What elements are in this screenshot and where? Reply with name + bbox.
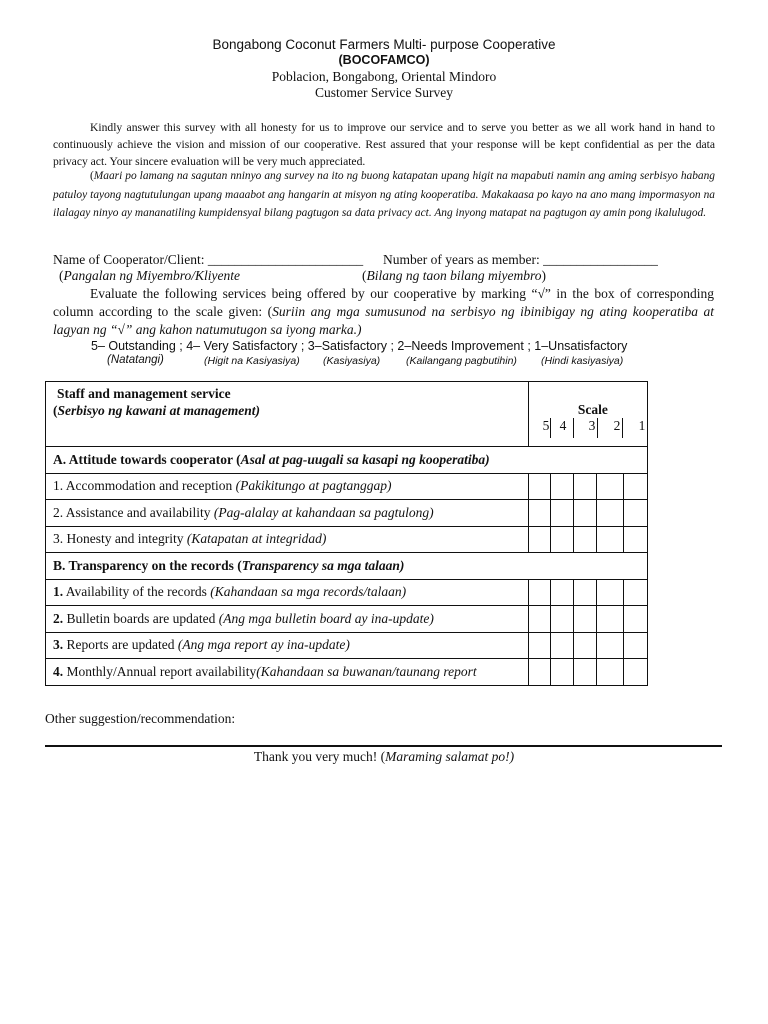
name-field-fil: (Pangalan ng Miyembro/Kliyente: [59, 268, 240, 283]
scale-value-3: 3: [588, 418, 596, 433]
rating-box-4[interactable]: [550, 606, 574, 633]
row-label: 1. Accommodation and reception (Pakikitungo at pagtanggap): [46, 473, 529, 500]
rating-box-3[interactable]: [574, 579, 597, 606]
scale-value-5: 5: [542, 418, 550, 433]
row-label: 2. Assistance and availability (Pag-alalay at kahandaan sa pagtulong): [46, 500, 529, 527]
rating-box-2[interactable]: [597, 579, 624, 606]
rating-box-5[interactable]: [528, 579, 550, 606]
rating-box-5[interactable]: [528, 659, 550, 686]
scale-legend-1: (Hindi kasiyasiya): [541, 355, 624, 367]
scale-value-1: 1: [638, 418, 646, 433]
rating-box-2[interactable]: [597, 473, 624, 500]
intro-english: Kindly answer this survey with all honesty for us to improve our service and to serve you better as we all work hand in hand to continuously achieve the vision and mission of our cooperative. Rest assured that your response will be kept confidential as per the data privacy act. Your sincere evaluation will be very much appreciated.: [53, 121, 715, 168]
row-label: 3. Reports are updated (Ang mga report ay ina-update): [46, 632, 529, 659]
row-label: 3. Honesty and integrity (Katapatan at integridad): [46, 526, 529, 553]
rating-box-4[interactable]: [550, 500, 574, 527]
section-a-title: A. Attitude towards cooperator (Asal at pag-uugali sa kasapi ng kooperatiba): [46, 447, 648, 474]
scale-legend-3: (Kasiyasiya): [323, 355, 381, 367]
section-a-row: [46, 447, 648, 474]
rating-box-2[interactable]: [597, 659, 624, 686]
rating-box-2[interactable]: [597, 606, 624, 633]
rating-box-3[interactable]: [574, 632, 597, 659]
scale-legend-4: (Higit na Kasiyasiya): [204, 355, 300, 367]
thanks-note: Thank you very much! (Maraming salamat po!): [253, 749, 515, 764]
rating-box-4[interactable]: [550, 473, 574, 500]
scale-header: Scale 5 4 3 2 1: [528, 382, 647, 447]
rating-box-4[interactable]: [550, 579, 574, 606]
rating-box-1[interactable]: [624, 500, 648, 527]
intro-filipino: (Maari po lamang na sagutan nninyo ang survey na ito ng buong katapatan upang higit na mapabuti namin ang aming serbisyo habang patuloy tayong nagtutulungan upang maaabot ang hangarin at misyon ng ating kooperatiba. Makakaasa po kayo na ano mang impormasyon na ilalagay ninyo ay mananatiling kumpidensyal bilang pagtugon sa data privacy act. Ang inyong matapat na pagtugon ay amin pong ikalulugod.: [53, 170, 715, 219]
org-address: Poblacion, Bongabong, Oriental Mindoro: [271, 69, 497, 84]
table-row: [46, 473, 648, 500]
years-field[interactable]: Number of years as member: _________________: [383, 252, 658, 267]
rating-box-2[interactable]: [597, 632, 624, 659]
rating-box-5[interactable]: [528, 500, 550, 527]
rating-box-4[interactable]: [550, 659, 574, 686]
rating-box-3[interactable]: [574, 606, 597, 633]
org-name: Bongabong Coconut Farmers Multi- purpose Cooperative: [212, 37, 556, 52]
rating-box-1[interactable]: [624, 606, 648, 633]
row-label: 4. Monthly/Annual report availability(Kahandaan sa buwanan/taunang report: [46, 659, 529, 686]
table-row: [46, 606, 648, 633]
form-title: Customer Service Survey: [315, 85, 453, 100]
table-header-title: Staff and management service (Serbisyo ng kawani at management): [46, 382, 529, 447]
rating-box-1[interactable]: [624, 579, 648, 606]
scale-legend: 5– Outstanding ; 4– Very Satisfactory ; 3–Satisfactory ; 2–Needs Improvement ; 1–Unsatisfactory: [91, 339, 628, 353]
rating-box-5[interactable]: [528, 473, 550, 500]
rating-box-1[interactable]: [624, 632, 648, 659]
years-field-fil: (Bilang ng taon bilang miyembro): [362, 268, 546, 283]
rating-box-2[interactable]: [597, 526, 624, 553]
suggestion-line[interactable]: [45, 745, 722, 747]
scale-value-2: 2: [613, 418, 621, 433]
row-label: 1. Availability of the records (Kahandaan sa mga records/talaan): [46, 579, 529, 606]
rating-box-2[interactable]: [597, 500, 624, 527]
table-row: [46, 500, 648, 527]
rating-box-5[interactable]: [528, 632, 550, 659]
section-b-row: [46, 553, 648, 580]
rating-box-3[interactable]: [574, 500, 597, 527]
row-label: 2. Bulletin boards are updated (Ang mga bulletin board ay ina-update): [46, 606, 529, 633]
table-row: [46, 632, 648, 659]
rating-box-3[interactable]: [574, 659, 597, 686]
rating-box-3[interactable]: [574, 526, 597, 553]
scale-legend-2: (Kailangang pagbutihin): [406, 355, 517, 367]
suggestion-label: Other suggestion/recommendation:: [45, 711, 236, 726]
survey-table: [45, 381, 648, 686]
org-acronym: (BOCOFAMCO): [338, 53, 430, 67]
rating-box-4[interactable]: [550, 526, 574, 553]
rating-box-5[interactable]: [528, 606, 550, 633]
scale-legend-5: (Natatangi): [107, 354, 164, 366]
name-field[interactable]: Name of Cooperator/Client: _______________________: [53, 252, 364, 267]
table-row: [46, 659, 648, 686]
rating-box-1[interactable]: [624, 473, 648, 500]
instructions: Evaluate the following services being offered by our cooperative by marking “√” in the box of corresponding column according to the scale given: (Suriin ang mga sumusunod na serbisyo ng ibinibigay ng ating kooperatiba at lagyan ng “√” ang kahon natumutugon sa iyong marka.): [53, 286, 714, 337]
rating-box-1[interactable]: [624, 659, 648, 686]
table-header-row: [46, 382, 648, 447]
rating-box-5[interactable]: [528, 526, 550, 553]
section-b-title: B. Transparency on the records (Transparency sa mga talaan): [46, 553, 648, 580]
scale-value-4: 4: [559, 418, 567, 433]
rating-box-3[interactable]: [574, 473, 597, 500]
table-row: [46, 579, 648, 606]
rating-box-1[interactable]: [624, 526, 648, 553]
table-row: [46, 526, 648, 553]
rating-box-4[interactable]: [550, 632, 574, 659]
